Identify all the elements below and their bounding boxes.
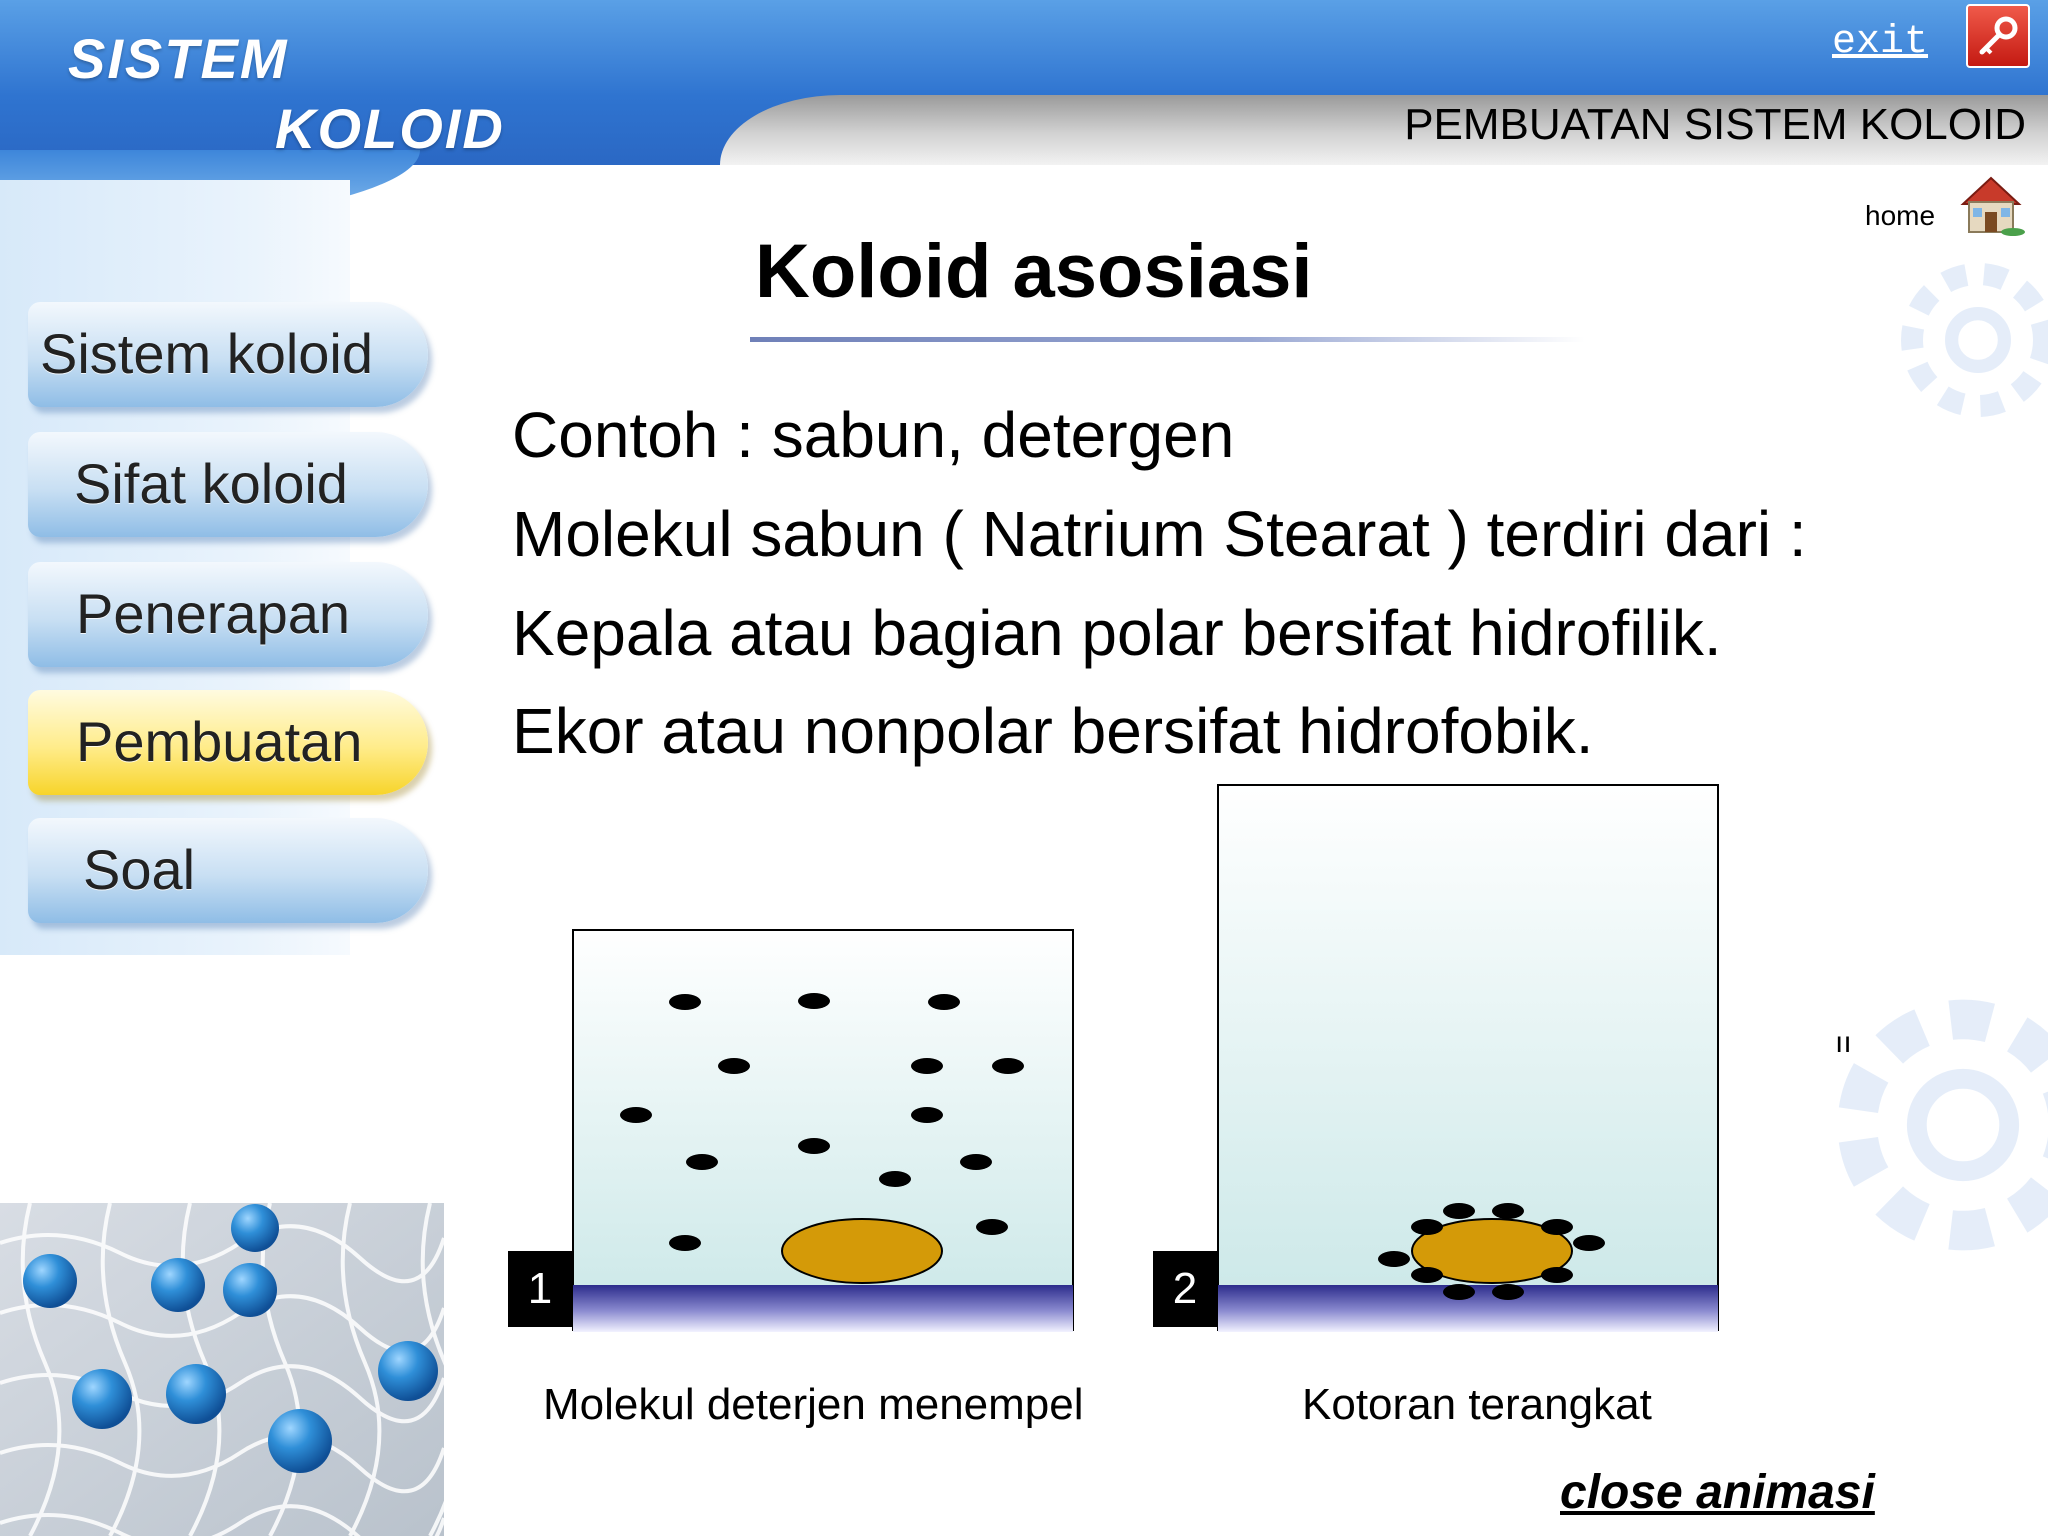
step-number-badge: 2 [1153,1251,1217,1327]
sidebar-item-label: Pembuatan [76,709,363,773]
step-number-badge: 1 [508,1251,572,1327]
title-underline [750,337,1585,342]
gear-icon [1868,230,2048,450]
panel-caption: Molekul deterjen menempel [543,1380,1084,1429]
detergent-molecules [620,993,1024,1251]
section-title: PEMBUATAN SISTEM KOLOID [1404,100,2026,149]
body-text-line: Ekor atau nonpolar bersifat hidrofobik. [512,695,1594,767]
sidebar-item-label: Sifat koloid [74,451,348,515]
exit-link[interactable]: exit [1832,20,1929,65]
sidebar-item-label: Soal [83,837,196,901]
house-icon[interactable] [1955,172,2027,238]
dirt-particle [782,1219,942,1283]
sidebar-item-sistem-koloid[interactable] [28,302,428,407]
dirt-particle [1412,1219,1572,1283]
animation-panel-2 [1218,785,1718,1332]
sidebar-item-pembuatan[interactable] [28,690,428,795]
stray-mark: ıı [1835,1026,1852,1059]
animation-panel-1 [573,930,1073,1332]
page-title: Koloid asosiasi [755,229,1313,314]
body-text-line: Kepala atau bagian polar bersifat hidrofilik. [512,597,1722,669]
sidebar-item-label: Penerapan [76,581,351,645]
sidebar-item-label: Sistem koloid [40,321,374,385]
sidebar-item-soal[interactable] [28,818,428,923]
key-icon[interactable] [1966,4,2030,68]
panel-caption: Kotoran terangkat [1302,1380,1652,1429]
sidebar-item-penerapan[interactable] [28,562,428,667]
home-link[interactable]: home [1865,200,1936,231]
logo-title-line1: SISTEM [68,27,289,90]
logo-title-line2: KOLOID [275,97,505,160]
body-text-line: Molekul sabun ( Natrium Stearat ) terdiri dari : [512,498,1807,570]
sidebar-item-sifat-koloid[interactable] [28,432,428,537]
detergent-molecules [1378,1203,1605,1300]
close-animation-link[interactable]: close animasi [1560,1466,1875,1519]
molecule-net-image [0,1203,444,1536]
gear-icon [1798,960,2048,1290]
body-text-line: Contoh : sabun, detergen [512,399,1235,471]
